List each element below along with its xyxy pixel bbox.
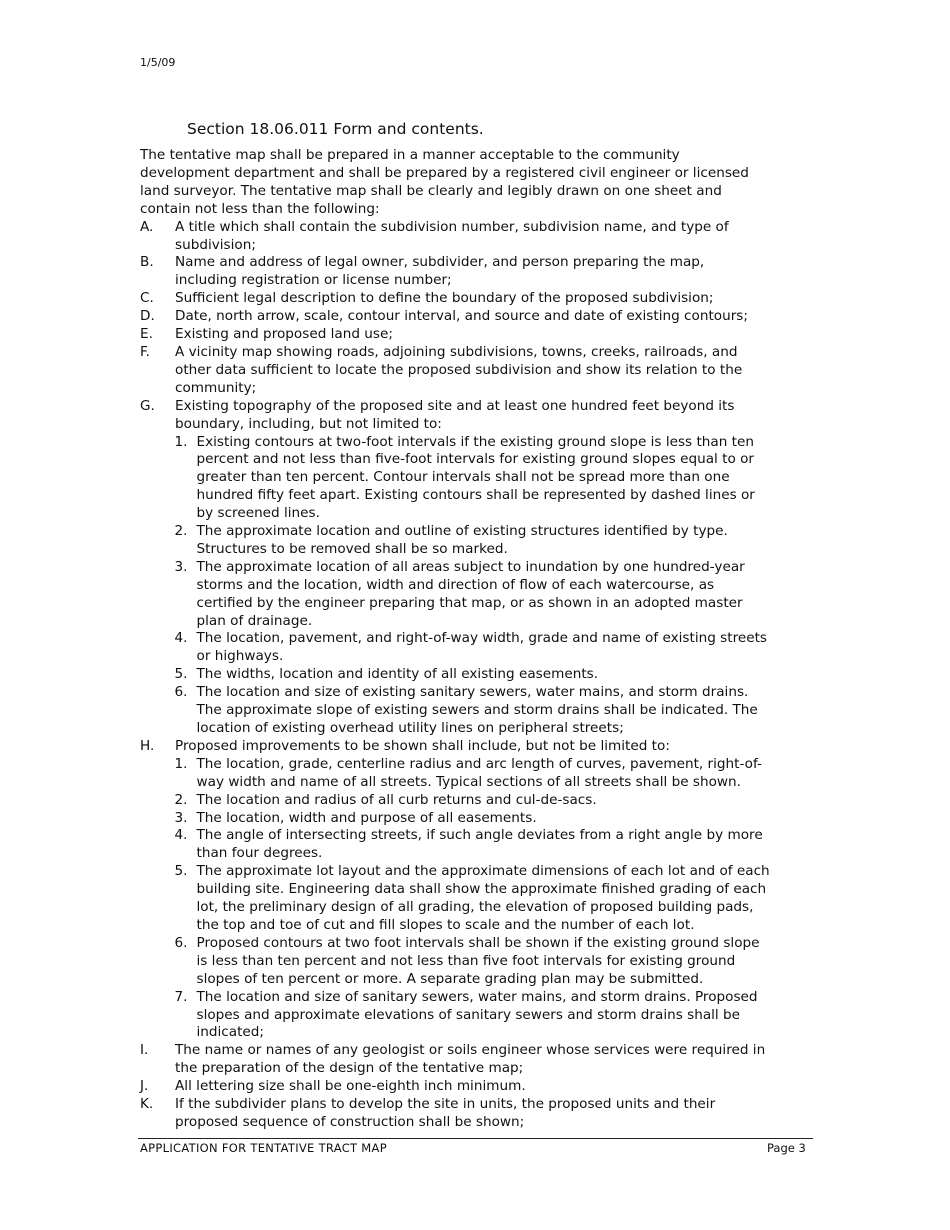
sub-number: 6. <box>174 684 188 701</box>
sub-number: 3. <box>174 558 188 575</box>
list-item-b <box>140 254 770 290</box>
sub-item <box>175 935 771 989</box>
list-item-j <box>140 1078 770 1096</box>
item-text: A vicinity map showing roads, adjoining subdivisions, towns, creeks, railroads, and other data sufficient to locate the proposed subdivision and show its relation to the community; <box>175 343 743 396</box>
sub-item <box>175 792 771 810</box>
sub-item <box>175 434 771 524</box>
item-text: Sufficient legal description to define the boundary of the proposed subdivision; <box>175 290 714 307</box>
item-letter: K. <box>140 1096 154 1113</box>
item-text: All lettering size shall be one-eighth inch minimum. <box>175 1078 526 1095</box>
list-item-d <box>140 308 770 326</box>
item-text: Name and address of legal owner, subdivider, and person preparing the map, including registration or license number; <box>175 254 705 289</box>
sub-text: Proposed contours at two foot intervals shall be shown if the existing ground slope is less than ten percent and not less than five foot intervals for existing ground slopes of ten percent or more. A separate grading plan may be submitted. <box>196 934 760 987</box>
sub-text: The location, width and purpose of all easements. <box>196 809 537 826</box>
list-item-k <box>140 1096 770 1132</box>
item-letter: I. <box>140 1042 149 1059</box>
item-text: If the subdivider plans to develop the site in units, the proposed units and their proposed sequence of construction shall be shown; <box>175 1096 716 1130</box>
sub-number: 1. <box>174 433 188 450</box>
sub-text: The location, grade, centerline radius and arc length of curves, pavement, right-of-way width and name of all streets. Typical sections of all streets shall be shown. <box>196 755 762 790</box>
section-title: Section 18.06.011 Form and contents. <box>187 120 484 138</box>
sub-number: 1. <box>174 755 188 772</box>
item-letter: F. <box>140 343 150 360</box>
item-letter: B. <box>140 254 154 271</box>
g-sublist <box>175 434 771 738</box>
sub-text: The approximate lot layout and the approximate dimensions of each lot and of each building site. Engineering data shall show the approximate finished grading of each lot, the preliminary design of all grading, the elevation of proposed building pads, the top and toe of cut and fill slopes to scale and the number of each lot. <box>196 863 770 933</box>
sub-text: The location and radius of all curb returns and cul-de-sacs. <box>196 791 597 808</box>
footer-title: APPLICATION FOR TENTATIVE TRACT MAP <box>140 1141 387 1155</box>
item-text: Existing topography of the proposed site and at least one hundred feet beyond its boundary, including, but not limited to: <box>175 397 735 432</box>
sub-text: The location, pavement, and right-of-way width, grade and name of existing streets or highways. <box>196 630 768 665</box>
sub-text: The angle of intersecting streets, if such angle deviates from a right angle by more than four degrees. <box>196 827 763 862</box>
item-text: A title which shall contain the subdivision number, subdivision name, and type of subdivision; <box>175 218 729 253</box>
sub-item <box>175 630 771 666</box>
list-item-e <box>140 326 770 344</box>
sub-number: 2. <box>174 523 188 540</box>
sub-item <box>175 666 771 684</box>
sub-number: 4. <box>174 827 188 844</box>
item-letter: C. <box>140 290 154 307</box>
list-item-f <box>140 344 770 398</box>
list-item-i <box>140 1042 770 1078</box>
item-text: Date, north arrow, scale, contour interval, and source and date of existing contours; <box>175 308 748 325</box>
page-number: Page 3 <box>767 1141 806 1155</box>
list-item-h <box>140 738 770 1042</box>
sub-number: 6. <box>174 934 188 951</box>
sub-number: 3. <box>174 809 188 826</box>
sub-item <box>175 684 771 738</box>
sub-number: 4. <box>174 630 188 647</box>
sub-item <box>175 827 771 863</box>
sub-item <box>175 810 771 828</box>
list-item-a <box>140 219 770 255</box>
footer-divider <box>138 1138 813 1139</box>
item-letter: G. <box>140 397 155 414</box>
sub-text: The approximate location and outline of existing structures identified by type. Structures to be removed shall be so marked. <box>196 523 728 557</box>
sub-item <box>175 523 771 559</box>
item-text: Existing and proposed land use; <box>175 326 393 343</box>
sub-item <box>175 989 771 1043</box>
sub-text: The approximate location of all areas subject to inundation by one hundred-year storms and the location, width and direction of flow of each watercourse, as certified by the engineer preparing that map, or as shown in an adopted master plan of drainage. <box>196 558 745 629</box>
sub-text: The location and size of existing sanitary sewers, water mains, and storm drains. The approximate slope of existing sewers and storm drains shall be indicated. The location of existing overhead utility lines on peripheral streets; <box>196 684 758 736</box>
h-sublist <box>175 756 771 1043</box>
sub-item <box>175 756 771 792</box>
intro-paragraph: The tentative map shall be prepared in a manner acceptable to the community development department and shall be prepared by a registered civil engineer or licensed land surveyor. The tentative map shall be clearly and legibly drawn on one sheet and contain not less than the following: <box>140 147 749 217</box>
sub-item <box>175 559 771 631</box>
sub-text: The location and size of sanitary sewers, water mains, and storm drains. Proposed slopes and approximate elevations of sanitary sewers and storm drains shall be indicated; <box>196 988 758 1041</box>
list-item-g <box>140 398 770 738</box>
item-text: The name or names of any geologist or soils engineer whose services were required in the preparation of the design of the tentative map; <box>175 1042 766 1077</box>
sub-number: 5. <box>174 666 188 683</box>
list-item-c <box>140 290 770 308</box>
sub-number: 5. <box>174 863 188 880</box>
sub-number: 2. <box>174 791 188 808</box>
sub-text: The widths, location and identity of all existing easements. <box>196 666 599 683</box>
section-content <box>140 147 770 1132</box>
item-letter: J. <box>140 1078 149 1095</box>
item-letter: D. <box>140 308 155 325</box>
sub-text: Existing contours at two-foot intervals if the existing ground slope is less than ten percent and not less than five-foot intervals for existing ground slopes equal to or greater than ten percent. Contour intervals shall not be spread more than one hundred fifty feet apart. Existing contours shall be represented by dashed lines or by screened lines. <box>196 433 755 522</box>
sub-number: 7. <box>174 988 188 1005</box>
sub-item <box>175 863 771 935</box>
item-letter: E. <box>140 326 153 343</box>
document-date: 1/5/09 <box>140 56 176 69</box>
item-text: Proposed improvements to be shown shall include, but not be limited to: <box>175 737 670 754</box>
item-letter: H. <box>140 737 155 754</box>
item-letter: A. <box>140 218 154 235</box>
